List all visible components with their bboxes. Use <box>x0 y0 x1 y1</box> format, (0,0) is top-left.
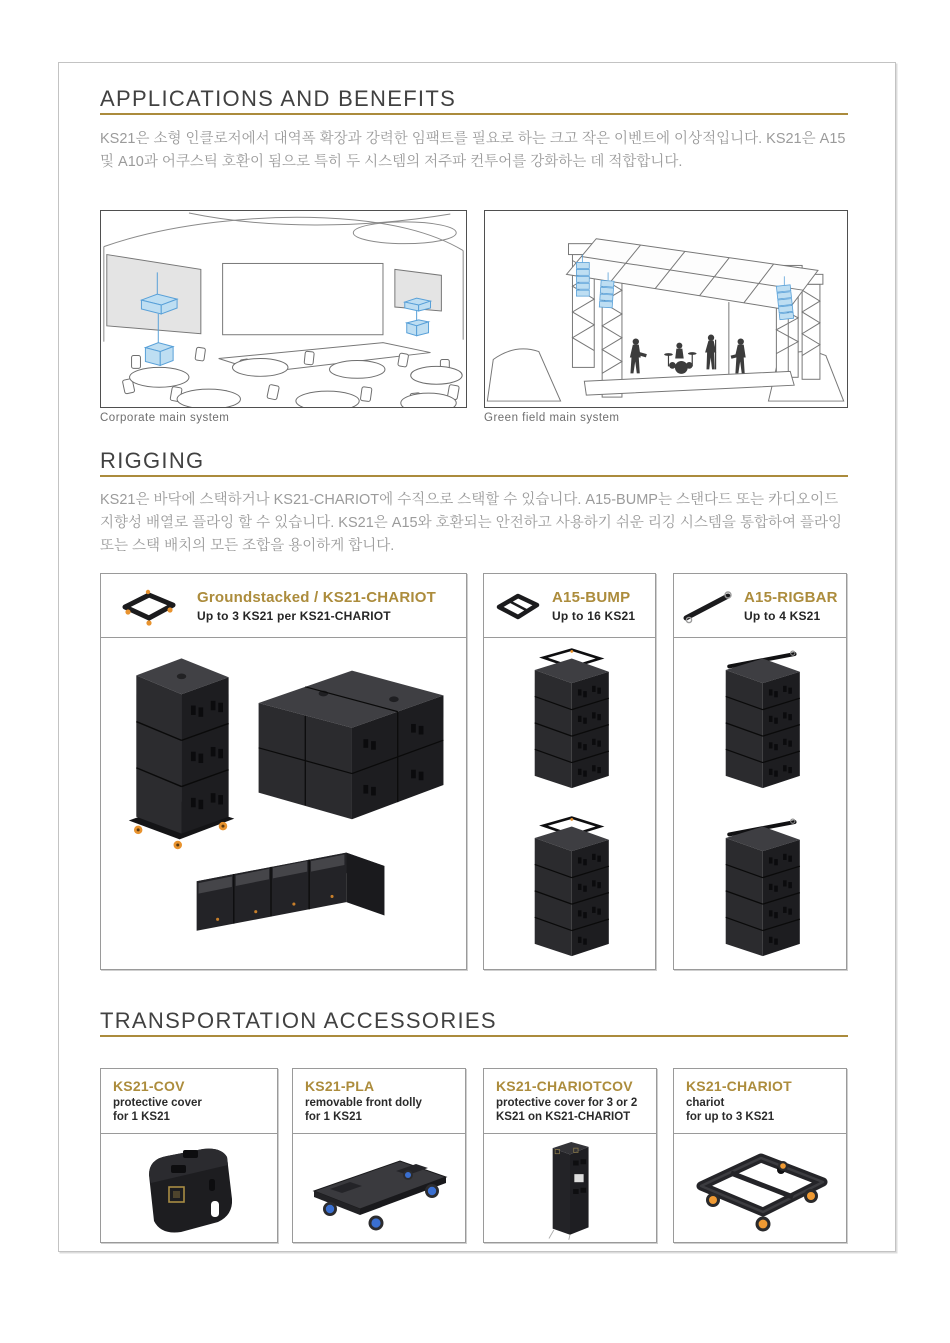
figure-corporate-main-system <box>100 210 467 408</box>
ks21-stack3-chariot-render <box>123 649 241 861</box>
gold-rule-transport <box>100 1035 848 1037</box>
accessory-header <box>101 1069 277 1134</box>
rigging-option-groundstacked <box>100 573 467 970</box>
flown-speaker-right <box>405 298 431 336</box>
applications-body: KS21은 소형 인클로저에서 대역폭 확장과 강력한 임팩트를 필요로 하는 크고 작은 이벤트에 이상적입니다. KS21은 A15 및 A10과 어쿠스틱 호환이 됨으로 특히 두 시스템의 저주파 컨투어를 강화하는 데 적합합니다. <box>100 131 846 170</box>
accessory-image <box>484 1135 656 1242</box>
ks21-rigbar-stack4-render <box>715 647 807 797</box>
section-title-rigging: RIGGING <box>100 448 205 473</box>
accessory-desc-line2: for 1 KS21 <box>305 1111 362 1123</box>
accessory-desc-line2: for 1 KS21 <box>113 1111 170 1123</box>
ks21-chariot-render <box>685 1140 835 1238</box>
ks21-stack2x2-render <box>249 663 454 825</box>
section-title-applications: APPLICATIONS AND BENEFITS <box>100 86 457 111</box>
accessory-ks21-chariot <box>673 1068 847 1243</box>
accessory-title: KS21-CHARIOT <box>686 1078 792 1094</box>
bump-frame-icon <box>492 585 544 627</box>
rigbar-icon <box>680 586 736 626</box>
corporate-room-illustration <box>101 211 466 407</box>
accessory-ks21-pla <box>292 1068 466 1243</box>
accessory-desc-line1: removable front dolly <box>305 1097 422 1109</box>
rigging-option-title: A15-BUMP <box>552 588 631 606</box>
rigging-option-images <box>674 639 846 969</box>
accessory-desc-line1: protective cover for 3 or 2 <box>496 1097 638 1109</box>
ks21-chariotcov-render <box>528 1137 612 1241</box>
rigging-option-title: Groundstacked / KS21-CHARIOT <box>197 588 436 606</box>
figure-green-field-main-system <box>484 210 848 408</box>
section-title-transport: TRANSPORTATION ACCESSORIES <box>100 1008 497 1033</box>
accessory-title: KS21-CHARIOTCOV <box>496 1078 633 1094</box>
ks21-row4-render <box>189 843 394 948</box>
gold-rule-rigging <box>100 475 848 477</box>
rigging-option-images <box>101 639 466 969</box>
accessory-desc-line2: for up to 3 KS21 <box>686 1111 775 1123</box>
rigging-option-title: A15-RIGBAR <box>744 588 838 606</box>
rigging-body: KS21은 바닥에 스택하거나 KS21-CHARIOT에 수직으로 스택할 수 있습니다. A15-BUMP는 스탠다드 또는 카디오이드 지향성 배열로 플라잉 할 수 있습니다. KS21은 A15와 호환되는 안전하고 사용하기 쉬운 리깅 시스템을 통합하여 플라잉 또는 스택 배치의 모든 조합을 용이하게 합니다. <box>100 492 843 554</box>
accessory-desc-line2: KS21 on KS21-CHARIOT <box>496 1111 631 1123</box>
accessory-header <box>484 1069 656 1134</box>
accessory-desc-line1: chariot <box>686 1097 725 1109</box>
rigging-option-header <box>101 574 466 638</box>
rigging-option-subtitle: Up to 16 KS21 <box>552 608 636 623</box>
chariot-icon <box>115 583 183 629</box>
ks21-rigbar-stack4-render <box>715 815 807 965</box>
figure-caption-corporate: Corporate main system <box>100 412 230 424</box>
rigging-option-images <box>484 639 655 969</box>
accessory-ks21-cov <box>100 1068 278 1243</box>
ks21-bump-stack4-render <box>524 815 616 965</box>
figure-caption-green-field: Green field main system <box>484 412 620 424</box>
accessory-image <box>293 1135 465 1242</box>
accessory-desc-line1: protective cover <box>113 1097 202 1109</box>
accessory-header <box>674 1069 846 1134</box>
green-field-stage-illustration <box>485 211 847 407</box>
rigging-option-subtitle: Up to 4 KS21 <box>744 608 821 623</box>
ks21-cov-render <box>131 1139 247 1239</box>
accessory-title: KS21-COV <box>113 1078 185 1094</box>
rigging-option-header <box>674 574 846 638</box>
rigging-option-a15-bump <box>483 573 656 970</box>
accessory-image <box>674 1135 846 1242</box>
accessory-header <box>293 1069 465 1134</box>
ks21-pla-render <box>304 1143 454 1235</box>
band-silhouettes <box>630 335 746 374</box>
accessory-ks21-chariotcov <box>483 1068 657 1243</box>
accessory-image <box>101 1135 277 1242</box>
rigging-option-subtitle: Up to 3 KS21 per KS21-CHARIOT <box>197 608 391 623</box>
rigging-option-a15-rigbar <box>673 573 847 970</box>
gold-rule-applications <box>100 113 848 115</box>
ks21-bump-stack4-render <box>524 647 616 797</box>
accessory-title: KS21-PLA <box>305 1078 375 1094</box>
rigging-option-header <box>484 574 655 638</box>
